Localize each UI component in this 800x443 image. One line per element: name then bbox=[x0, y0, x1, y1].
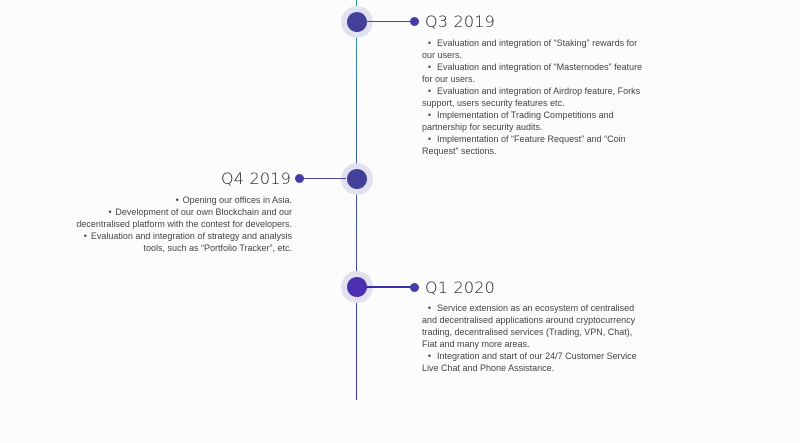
milestone-item: • Evaluation and integration of “Masternodes” feature for our users. bbox=[422, 62, 643, 84]
milestone-connector bbox=[300, 178, 346, 179]
milestone-node-dot bbox=[347, 277, 367, 297]
milestone-title: Q1 2020 bbox=[425, 278, 495, 297]
milestone-node-dot bbox=[347, 12, 367, 32]
milestone-connector bbox=[366, 21, 414, 22]
milestone-item: • Evaluation and integration of Airdrop feature, Forks support, users security features etc. bbox=[422, 86, 641, 108]
milestone-connector bbox=[366, 286, 414, 288]
milestone-item: • Development of our own Blockchain and our decentralised platform with the contest for developers. bbox=[76, 207, 292, 229]
milestone-node-q4-2019 bbox=[341, 163, 373, 195]
milestone-title: Q4 2019 bbox=[221, 169, 291, 188]
milestone-item: • Implementation of “Feature Request” and “Coin Request” sections. bbox=[422, 134, 626, 156]
milestone-items bbox=[70, 194, 292, 254]
milestone-item: • Evaluation and integration of strategy and analysis tools, such as “Portfolio Tracker”, etc. bbox=[83, 231, 292, 253]
milestone-item: • Implementation of Trading Competitions and partnership for security audits. bbox=[422, 110, 614, 132]
connector-end-dot bbox=[410, 17, 419, 26]
milestone-item: • Evaluation and integration of “Staking” rewards for our users. bbox=[422, 38, 638, 60]
milestone-node-dot bbox=[347, 169, 367, 189]
timeline-axis bbox=[356, 0, 357, 400]
milestone-item: • Integration and start of our 24/7 Customer Service Live Chat and Phone Assistance. bbox=[422, 351, 637, 373]
connector-end-dot bbox=[410, 283, 419, 292]
milestone-title: Q3 2019 bbox=[425, 12, 495, 31]
milestone-item: • Service extension as an ecosystem of centralised and decentralised applications around cryptocurrency trading, decentralised services (Trading, VPN, Chat), Fiat and many more areas. bbox=[422, 303, 636, 349]
milestone-items bbox=[422, 37, 647, 157]
connector-end-dot bbox=[295, 174, 304, 183]
milestone-items bbox=[422, 302, 647, 374]
milestone-node-q3-2019 bbox=[341, 6, 373, 38]
milestone-item: • Opening our offices in Asia. bbox=[175, 195, 292, 205]
